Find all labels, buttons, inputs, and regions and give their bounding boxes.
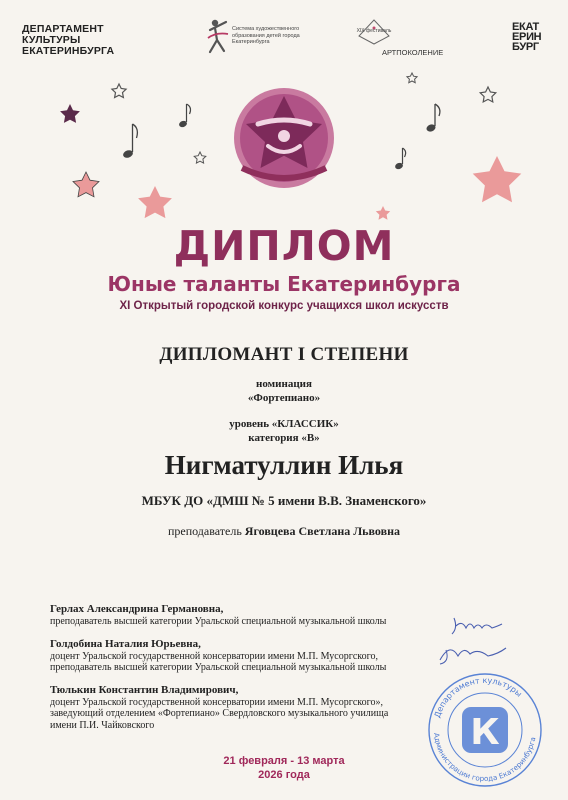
system-logo-text: Система художественного образования детей города Екатеринбурга bbox=[232, 26, 300, 45]
ekb-logo-line-3: БУРГ bbox=[512, 41, 539, 53]
filled-star-icon bbox=[60, 104, 80, 123]
dancer-icon bbox=[206, 18, 232, 54]
jury-member-name: Тюлькин Константин Владимирович, bbox=[50, 683, 239, 696]
jury-member-desc: заведующий отделением «Фортепиано» Свердловского музыкального училища bbox=[50, 708, 389, 719]
nomination-label: номинация bbox=[256, 378, 312, 390]
art-education-system-logo bbox=[206, 18, 316, 60]
date-range: 21 февраля - 13 марта bbox=[223, 755, 345, 767]
ekaterinburg-logo bbox=[512, 22, 541, 52]
outline-star-icon bbox=[407, 73, 417, 83]
jury-list bbox=[50, 603, 450, 741]
music-note-icon bbox=[122, 124, 137, 159]
dept-logo-line-2: КУЛЬТУРЫ bbox=[22, 34, 81, 46]
young-talents-emblem-icon bbox=[234, 88, 334, 188]
date-year: 2026 года bbox=[258, 769, 310, 781]
teacher-line bbox=[0, 524, 568, 539]
jury-member-desc: доцент Уральской государственной консерватории имени М.П. Мусоргского», bbox=[50, 696, 383, 708]
dept-logo-line-3: ЕКАТЕРИНБУРГА bbox=[22, 45, 115, 57]
stamp-letter: К bbox=[470, 712, 500, 753]
competition-dates bbox=[0, 754, 568, 782]
festival-label: XIX фестиваль bbox=[356, 28, 392, 34]
jury-member bbox=[50, 603, 450, 628]
outline-star-icon bbox=[480, 87, 496, 102]
outline-star-icon bbox=[194, 152, 206, 163]
dept-logo-line-1: ДЕПАРТАМЕНТ bbox=[22, 23, 104, 35]
jury-member bbox=[50, 684, 450, 732]
decorative-stars-notes bbox=[0, 60, 568, 230]
level-text: уровень «КЛАССИК» bbox=[229, 418, 339, 430]
jury-member-name: Голдобина Наталия Юрьевна, bbox=[50, 637, 201, 650]
pink-star-icon bbox=[376, 206, 390, 220]
artpokolenie-logo bbox=[352, 18, 452, 64]
nomination-value: «Фортепиано» bbox=[247, 392, 321, 404]
outline-star-icon bbox=[112, 84, 126, 98]
jury-member-desc: доцент Уральской государственной консерватории имени М.П. Мусоргского, bbox=[50, 650, 378, 662]
music-note-icon bbox=[426, 104, 440, 133]
music-note-icon bbox=[178, 104, 190, 128]
jury-member-desc: преподаватель высшей категории Уральской специальной музыкальной школы bbox=[50, 616, 387, 627]
department-culture-logo bbox=[22, 24, 114, 57]
degree-heading: ДИПЛОМАНТ I СТЕПЕНИ bbox=[159, 344, 409, 365]
jury-member-desc: имени П.И. Чайковского bbox=[50, 719, 155, 731]
pink-star-icon bbox=[73, 172, 99, 197]
stamp-bottom-text: Администрации города Екатеринбурга bbox=[432, 732, 538, 784]
artpokolenie-label: АРТПОКОЛЕНИЕ bbox=[382, 48, 444, 57]
stamp-top-text: Департамент культуры bbox=[432, 675, 524, 719]
ekb-logo-line-2: ЕРИН bbox=[512, 31, 542, 43]
jury-member-name: Герлах Александрина Германовна, bbox=[50, 603, 224, 615]
pink-star-icon bbox=[473, 156, 522, 202]
jury-member bbox=[50, 638, 450, 674]
recipient-name: Нигматуллин Илья bbox=[164, 450, 404, 480]
ekb-logo-line-1: ЕКАТ bbox=[512, 21, 539, 33]
teacher-label: преподаватель bbox=[167, 524, 242, 538]
jury-member-desc: преподаватель высшей категории Уральской специальной музыкальной школы bbox=[50, 662, 387, 673]
category-text: категория «В» bbox=[248, 432, 320, 444]
competition-name: XI Открытый городской конкурс учащихся школ искусств bbox=[119, 300, 449, 312]
teacher-name: Яговцева Светлана Львовна bbox=[244, 524, 401, 538]
young-talents-subtitle: Юные таланты Екатеринбурга bbox=[107, 272, 461, 296]
school-name: МБУК ДО «ДМШ № 5 имени В.В. Знаменского» bbox=[141, 493, 427, 508]
handwritten-signatures bbox=[432, 612, 532, 672]
pink-star-icon bbox=[138, 186, 172, 218]
diploma-title: ДИПЛОМ bbox=[173, 222, 395, 270]
music-note-icon bbox=[394, 148, 405, 170]
